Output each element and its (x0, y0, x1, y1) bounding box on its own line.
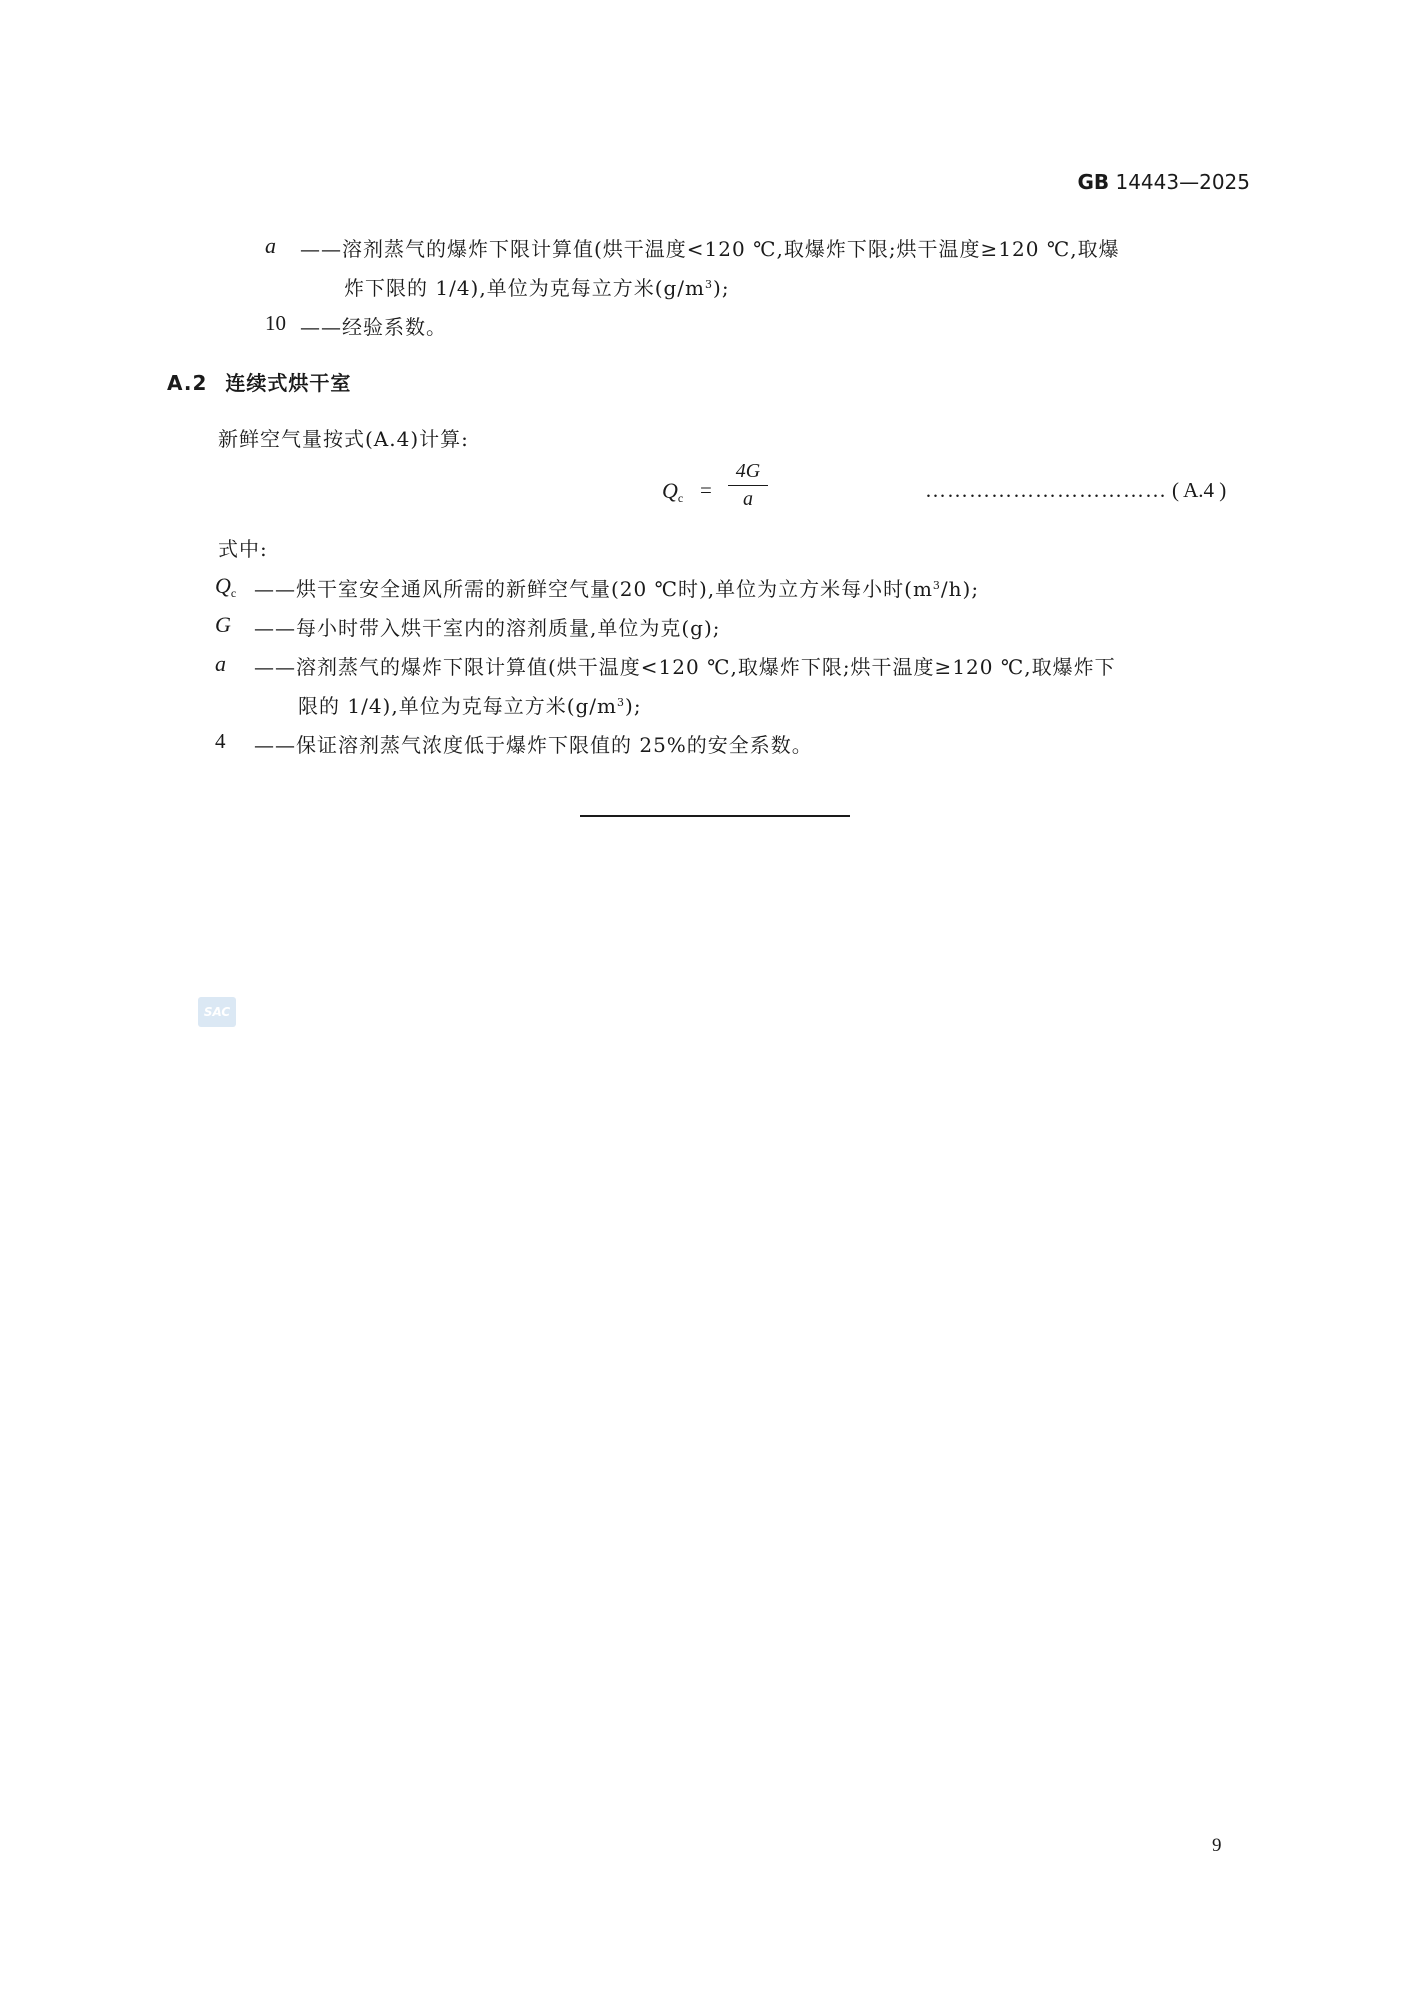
section-number: A.2 (167, 371, 208, 395)
formula-equals: = (700, 478, 712, 502)
intro-text: 新鲜空气量按式(A.4)计算: (218, 427, 469, 451)
def-sub: c (230, 586, 237, 600)
superscript: 3 (705, 278, 714, 291)
def-text: 限的 1/4),单位为克每立方米(g/m (298, 694, 618, 718)
fraction-bar (728, 485, 768, 486)
def-symbol-4: 4 (215, 729, 226, 753)
def-symbol-10: 10 (265, 311, 286, 335)
def-text: ); (713, 276, 730, 300)
def-text: 每小时带入烘干室内的溶剂质量,单位为克(g); (296, 616, 721, 640)
def-dash: —— (254, 733, 296, 757)
standard-prefix: GB (1077, 170, 1110, 194)
def-symbol-qc (215, 573, 236, 601)
formula-fraction (718, 460, 778, 511)
def-dash: —— (254, 577, 296, 601)
formula-sub: c (677, 491, 684, 505)
page-number: 9 (1212, 1835, 1222, 1856)
where-label: 式中: (218, 537, 268, 561)
def-a-top-line1 (300, 233, 1120, 262)
def-text: 炸下限的 1/4),单位为克每立方米(g/m (344, 276, 706, 300)
end-rule (580, 815, 850, 817)
def-text: 溶剂蒸气的爆炸下限计算值(烘干温度<120 ℃,取爆炸下限;烘干温度≥120 ℃,取爆 (342, 237, 1120, 261)
def-symbol-a-top: a (265, 233, 276, 258)
def-text: 保证溶剂蒸气浓度低于爆炸下限值的 25%的安全系数。 (296, 733, 813, 757)
section-heading (167, 367, 351, 396)
def-a-top-line2 (344, 272, 730, 301)
def-text: /h); (940, 577, 980, 601)
def-4-line (254, 729, 813, 758)
def-text: ); (625, 694, 642, 718)
sac-logo-watermark: SAC (198, 997, 236, 1027)
superscript: 3 (932, 579, 941, 592)
def-dash: —— (300, 237, 342, 261)
def-g-line (254, 612, 721, 641)
def-text: 经验系数。 (342, 315, 447, 339)
def-a-line1 (254, 651, 1116, 680)
superscript: 3 (617, 696, 626, 709)
def-symbol-a: a (215, 651, 226, 676)
def-dash: —— (254, 655, 296, 679)
standard-number: 14443—2025 (1115, 170, 1250, 194)
def-symbol-g: G (215, 612, 231, 637)
formula-var: Q (662, 478, 678, 503)
def-var: Q (215, 573, 231, 598)
formula-lhs (662, 478, 683, 506)
standard-code (1077, 170, 1250, 194)
def-dash: —— (254, 616, 296, 640)
formula-denominator: a (743, 488, 753, 510)
def-10-line (300, 311, 447, 340)
formula-label: ( A.4 ) (1172, 478, 1227, 502)
def-dash: —— (300, 315, 342, 339)
def-a-line2 (298, 690, 642, 719)
def-text: 溶剂蒸气的爆炸下限计算值(烘干温度<120 ℃,取爆炸下限;烘干温度≥120 ℃,取爆炸下 (296, 655, 1116, 679)
def-qc-line (254, 573, 979, 602)
def-text: 烘干室安全通风所需的新鲜空气量(20 ℃时),单位为立方米每小时(m (296, 577, 933, 601)
formula-numerator: 4G (735, 460, 761, 482)
formula-dot-leader: …………………………… (925, 478, 1167, 502)
section-title: 连续式烘干室 (225, 371, 352, 395)
